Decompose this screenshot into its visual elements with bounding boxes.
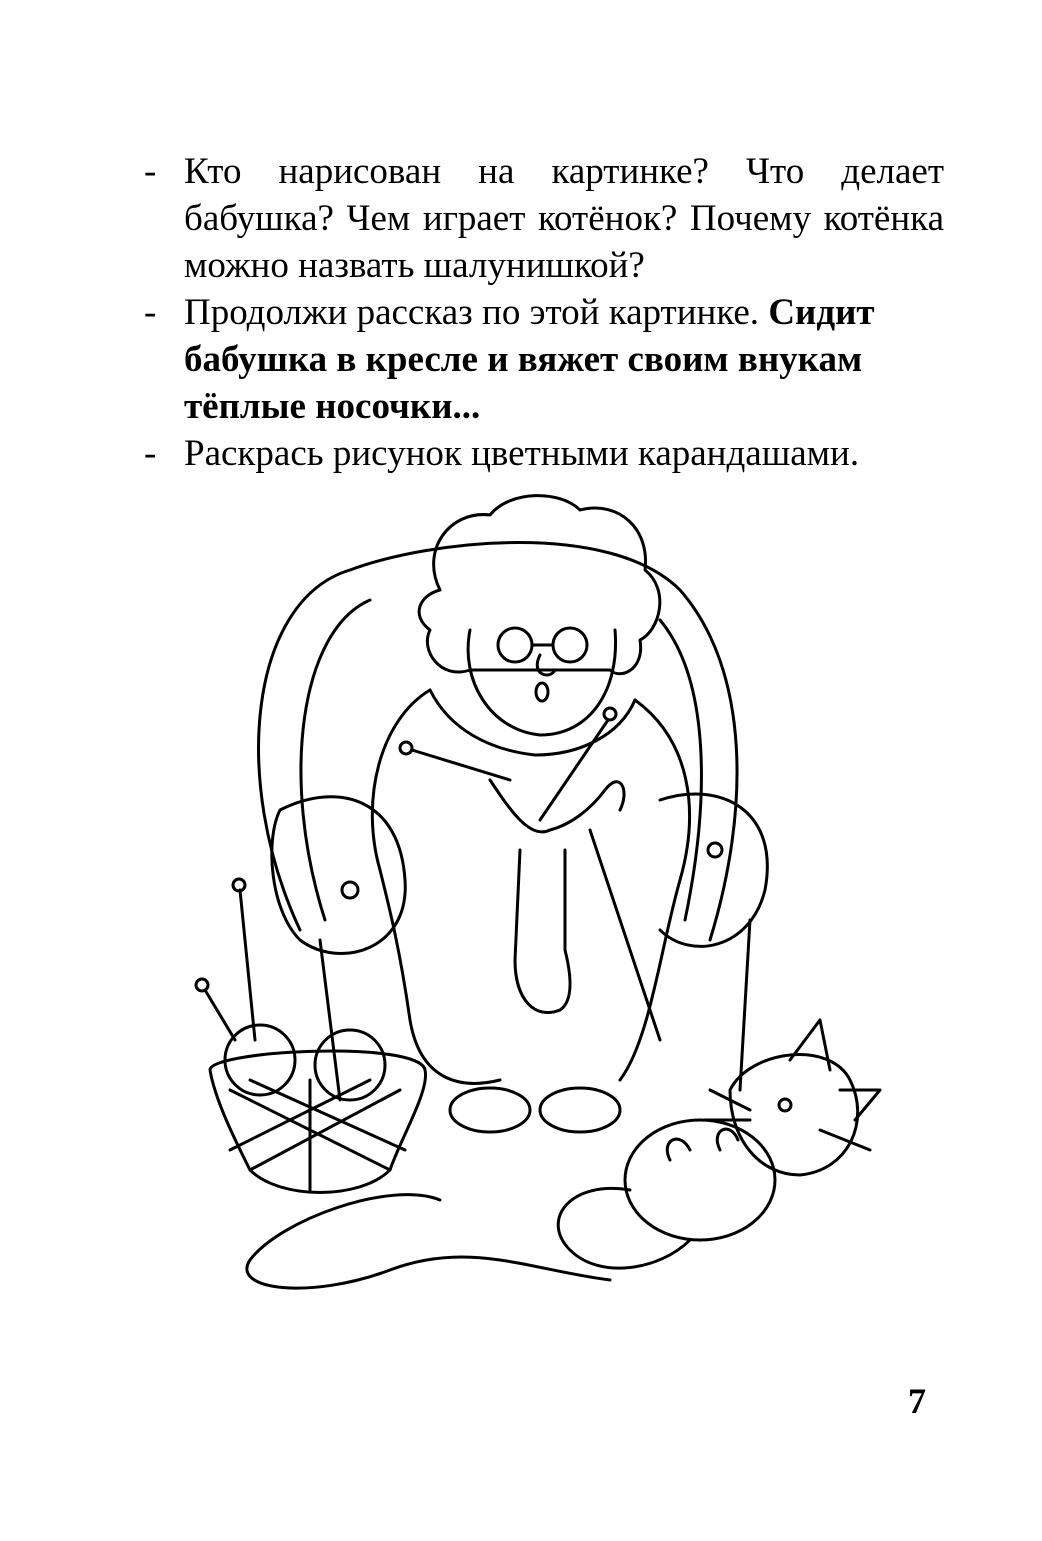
knitting-needle-left — [412, 750, 510, 780]
kitten-head — [730, 1055, 858, 1175]
question-3-text: Раскрась рисунок цветными карандашами. — [184, 433, 860, 474]
question-2-text: Продолжи рассказ по этой картинке. — [184, 292, 760, 333]
armrest-button-right — [708, 843, 722, 857]
grandma-collar — [430, 690, 635, 755]
kitten-body — [625, 1120, 775, 1240]
dash: - — [144, 433, 157, 474]
basket-needle-1 — [240, 890, 255, 1040]
kitten-tail — [558, 1188, 690, 1268]
kitten-eye — [779, 1099, 791, 1111]
grandmother-knitting-illustration — [190, 480, 890, 1320]
grandma-hands — [490, 780, 624, 832]
grandma-hair — [419, 496, 660, 674]
needle-knob-right — [604, 708, 616, 720]
question-3 — [144, 430, 944, 477]
kitten-ear-right — [840, 1090, 880, 1120]
question-1 — [144, 148, 944, 289]
slipper-left — [450, 1088, 530, 1132]
grandma-mouth — [536, 683, 548, 701]
kitten-ear-left — [790, 1020, 830, 1070]
armchair-back — [259, 543, 737, 941]
question-2 — [144, 289, 944, 430]
glasses-left — [498, 628, 532, 662]
basket-needle-knob-2 — [196, 979, 208, 991]
grandma-nose — [537, 655, 555, 675]
basket-needle-2 — [205, 990, 235, 1040]
slipper-right — [540, 1088, 620, 1132]
yarn-basket — [210, 1051, 426, 1192]
yarn-thread — [247, 830, 660, 1288]
armchair-left-armrest — [272, 797, 405, 954]
dash: - — [144, 292, 157, 333]
kitten-paws — [667, 1129, 738, 1160]
question-1-text: Кто нарисован на картинке? Что делает бабушка? Чем играет котёнок? Почему котёнка можно назвать шалунишкой? — [184, 151, 944, 286]
question-2-bold-text: Сидит бабушка в кресле и вяжет своим внукам тёплые носочки... — [184, 292, 875, 427]
armchair-inner-line — [301, 600, 370, 920]
dash: - — [144, 151, 157, 192]
questions-list — [144, 148, 944, 477]
needle-knob-left — [400, 742, 412, 754]
knitted-sock — [515, 850, 570, 1013]
grandma-body — [372, 690, 689, 1083]
armrest-button-left — [342, 882, 358, 898]
page-number: 7 — [908, 1381, 926, 1421]
glasses-right — [553, 628, 587, 662]
